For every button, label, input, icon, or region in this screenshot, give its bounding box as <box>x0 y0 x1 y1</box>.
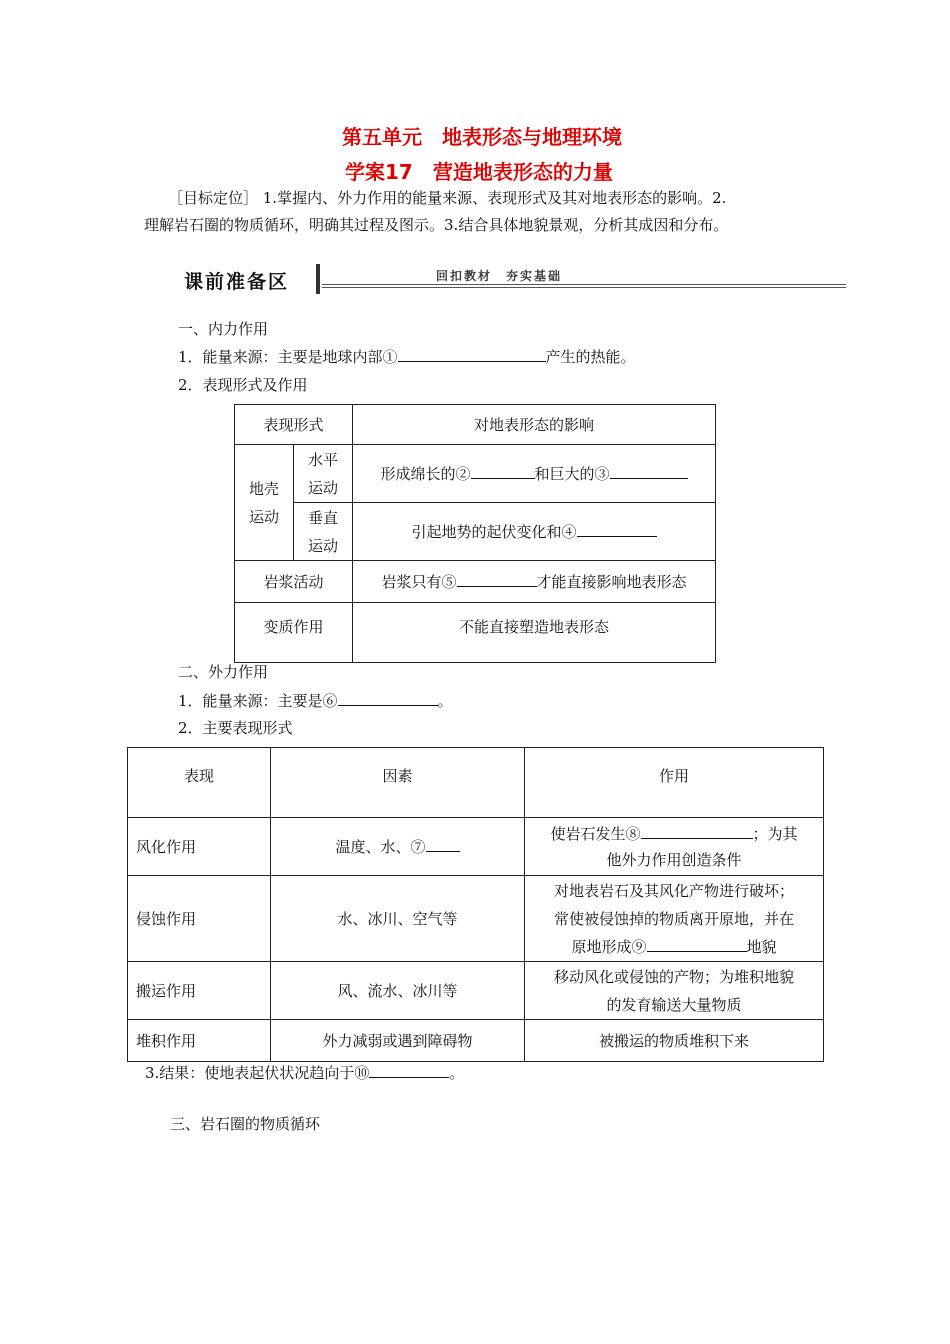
magma-label: 岩浆活动 <box>235 561 353 603</box>
vertical-label-line2: 运动 <box>307 536 338 555</box>
section1-item1-prefix: 1．能量来源：主要是地球内部① <box>178 348 398 366</box>
section2-item3-prefix: 3.结果：使地表起伏状况趋向于⑩ <box>145 1064 370 1082</box>
erosion-effect-3a: 原地形成⑨ <box>571 937 647 956</box>
deposition-effect: 被搬运的物质堆积下来 <box>525 1020 824 1062</box>
transport-effect-line1: 移动风化或侵蚀的产物；为堆积地貌 <box>553 967 794 986</box>
section2-item3 <box>145 1060 464 1086</box>
section2-item2: 2．主要表现形式 <box>178 719 293 737</box>
deposition-factor: 外力减弱或遇到障碍物 <box>271 1020 525 1062</box>
table2-header-form: 表现 <box>128 748 271 818</box>
banner-subtitle: 回扣教材 夯实基础 <box>436 269 563 283</box>
transport-effect-line2: 的发育输送大量物质 <box>606 995 742 1014</box>
objectives-line-1: ［目标定位］ 1.掌握内、外力作用的能量来源、表现形式及其对地表形态的影响。2. <box>168 189 727 207</box>
blank-4[interactable] <box>577 521 657 537</box>
weathering-factor-text: 温度、水、⑦ <box>335 837 426 856</box>
internal-force-table <box>234 404 716 663</box>
erosion-label: 侵蚀作用 <box>128 876 271 962</box>
erosion-effect <box>525 876 824 962</box>
section2-item1-suffix: 。 <box>437 692 453 710</box>
crust-label-line1: 地壳 <box>248 479 279 498</box>
section2-item3-suffix: 。 <box>449 1064 465 1082</box>
magma-effect <box>353 561 716 603</box>
crust-movement-label <box>235 445 294 561</box>
section1-item1-suffix: 产生的热能。 <box>545 348 636 366</box>
blank-10[interactable] <box>369 1062 449 1078</box>
table2-header-factor: 因素 <box>271 748 525 818</box>
horizontal-movement-label <box>294 445 353 503</box>
blank-1[interactable] <box>398 346 546 362</box>
blank-5[interactable] <box>457 571 537 587</box>
weathering-label: 风化作用 <box>128 818 271 876</box>
section2-item1 <box>178 688 453 714</box>
weathering-factor <box>271 818 525 876</box>
section1-item1 <box>178 344 636 370</box>
horizontal-label-line1: 水平 <box>307 450 338 469</box>
blank-8[interactable] <box>641 823 753 839</box>
erosion-effect-3b: 地貌 <box>746 937 777 956</box>
metamorphism-effect: 不能直接塑造地表形态 <box>353 603 716 663</box>
weathering-effect-a: 使岩石发生⑧ <box>550 824 641 843</box>
blank-6[interactable] <box>338 690 438 706</box>
transport-factor: 风、流水、冰川等 <box>271 962 525 1020</box>
blank-9[interactable] <box>647 936 747 952</box>
horizontal-effect <box>353 445 716 503</box>
horizontal-label-line2: 运动 <box>307 478 338 497</box>
weathering-effect-line2: 他外力作用创造条件 <box>606 850 742 869</box>
section-banner <box>176 262 848 296</box>
external-force-table <box>127 747 824 1062</box>
section2-item1-prefix: 1．能量来源：主要是⑥ <box>178 692 338 710</box>
section1-heading: 一、内力作用 <box>178 320 269 338</box>
unit-title: 第五单元 地表形态与地理环境 <box>342 125 622 149</box>
metamorphism-label: 变质作用 <box>235 603 353 663</box>
horizontal-effect-a: 形成绵长的② <box>380 464 471 483</box>
banner-rule-top <box>322 284 846 285</box>
vertical-movement-label <box>294 503 353 561</box>
weathering-effect-line1 <box>525 821 823 847</box>
section3-heading: 三、岩石圈的物质循环 <box>170 1115 321 1133</box>
vertical-effect-text: 引起地势的起伏变化和④ <box>411 522 577 541</box>
magma-effect-a: 岩浆只有⑤ <box>381 572 457 591</box>
transport-label: 搬运作用 <box>128 962 271 1020</box>
banner-label: 课前准备区 <box>184 271 290 293</box>
blank-7[interactable] <box>426 836 460 852</box>
objectives-line-2: 理解岩石圈的物质循环，明确其过程及图示。3.结合具体地貌景观，分析其成因和分布。 <box>144 216 729 234</box>
banner-rule-bottom <box>322 287 846 288</box>
section1-item2: 2．表现形式及作用 <box>178 376 308 394</box>
banner-label-box <box>176 264 320 294</box>
table2-header-effect: 作用 <box>525 748 824 818</box>
crust-label-line2: 运动 <box>248 507 279 526</box>
horizontal-effect-b: 和巨大的③ <box>534 464 610 483</box>
erosion-factor: 水、冰川、空气等 <box>271 876 525 962</box>
weathering-effect-b: ；为其 <box>752 824 798 843</box>
vertical-label-line1: 垂直 <box>307 508 338 527</box>
section2-heading: 二、外力作用 <box>178 663 269 681</box>
erosion-effect-line2: 常使被侵蚀掉的物质离开原地，并在 <box>553 909 794 928</box>
table1-header-effect: 对地表形态的影响 <box>353 405 716 445</box>
table1-header-form: 表现形式 <box>235 405 353 445</box>
erosion-effect-line1: 对地表岩石及其风化产物进行破坏； <box>553 881 794 900</box>
blank-3[interactable] <box>610 463 688 479</box>
deposition-label: 堆积作用 <box>128 1020 271 1062</box>
weathering-effect <box>525 818 824 876</box>
transport-effect <box>525 962 824 1020</box>
vertical-effect <box>353 503 716 561</box>
erosion-effect-line3 <box>525 933 823 961</box>
blank-2[interactable] <box>471 463 535 479</box>
lesson-title: 学案17 营造地表形态的力量 <box>345 160 613 184</box>
magma-effect-b: 才能直接影响地表形态 <box>536 572 687 591</box>
